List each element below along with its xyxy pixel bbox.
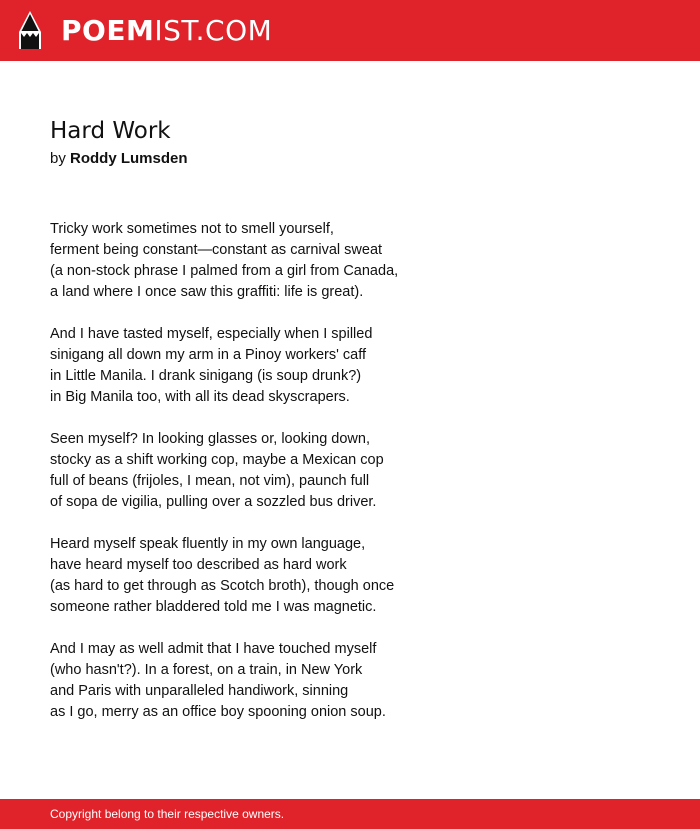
poem-line: in Little Manila. I drank sinigang (is soup drunk?) bbox=[50, 368, 362, 384]
poem-stanza bbox=[50, 219, 650, 303]
poem-line: full of beans (frijoles, I mean, not vim), paunch full bbox=[50, 473, 370, 489]
poem-line: and Paris with unparalleled handiwork, sinning bbox=[50, 683, 349, 699]
poem-line: in Big Manila too, with all its dead skyscrapers. bbox=[50, 389, 350, 405]
poem-body bbox=[50, 219, 650, 744]
copyright-notice: Copyright belong to their respective owners. bbox=[50, 807, 285, 821]
poem-line: (as hard to get through as Scotch broth), though once bbox=[50, 578, 395, 594]
poem-stanza bbox=[50, 324, 650, 408]
poem-line: sinigang all down my arm in a Pinoy workers' caff bbox=[50, 347, 366, 363]
by-label: by bbox=[50, 150, 66, 167]
pencil-tip-icon bbox=[17, 10, 43, 52]
poem-line: stocky as a shift working cop, maybe a Mexican cop bbox=[50, 452, 384, 468]
poem-stanza bbox=[50, 639, 650, 723]
site-logo-text bbox=[61, 14, 273, 47]
poem-line: Heard myself speak fluently in my own language, bbox=[50, 536, 366, 552]
site-footer bbox=[0, 799, 700, 829]
poem-line: someone rather bladdered told me I was magnetic. bbox=[50, 599, 377, 615]
poem-author: Roddy Lumsden bbox=[70, 150, 188, 167]
poem-line: And I may as well admit that I have touched myself bbox=[50, 641, 377, 657]
site-logo-link[interactable] bbox=[17, 9, 272, 53]
poem-line: And I have tasted myself, especially when I spilled bbox=[50, 326, 373, 342]
poem-line: Tricky work sometimes not to smell yourself, bbox=[50, 221, 334, 237]
poem-line: (a non-stock phrase I palmed from a girl from Canada, bbox=[50, 263, 399, 279]
site-header bbox=[0, 0, 700, 61]
poem-title: Hard Work bbox=[50, 118, 171, 144]
poem-stanza bbox=[50, 429, 650, 513]
poem-line: have heard myself too described as hard work bbox=[50, 557, 347, 573]
poem-byline bbox=[50, 149, 188, 169]
poem-stanza bbox=[50, 534, 650, 618]
poem-line: a land where I once saw this graffiti: life is great). bbox=[50, 284, 364, 300]
poem-line: (who hasn't?). In a forest, on a train, in New York bbox=[50, 662, 363, 678]
logo-bold-part: POEM bbox=[61, 14, 155, 47]
poem-line: ferment being constant—constant as carnival sweat bbox=[50, 242, 383, 258]
poem-line: as I go, merry as an office boy spooning onion soup. bbox=[50, 704, 386, 720]
poem-line: Seen myself? In looking glasses or, looking down, bbox=[50, 431, 370, 447]
logo-light-part: IST.COM bbox=[154, 14, 273, 47]
poem-line: of sopa de vigilia, pulling over a sozzled bus driver. bbox=[50, 494, 377, 510]
